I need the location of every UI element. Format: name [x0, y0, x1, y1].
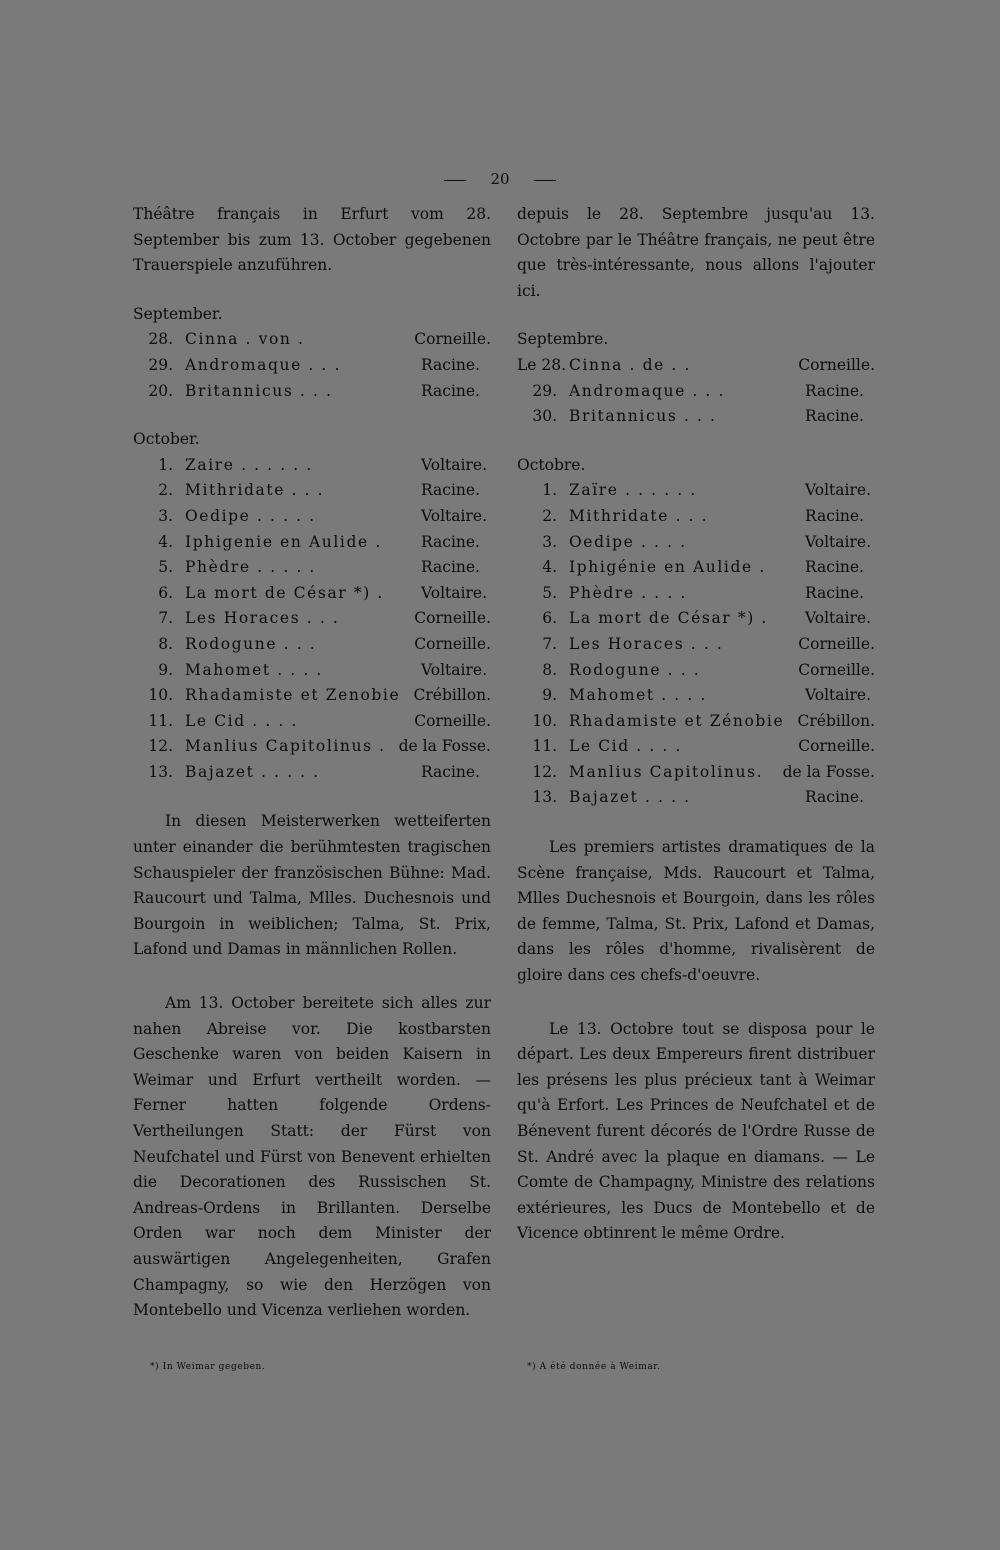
- spacer: [517, 811, 875, 835]
- play-date-text: 2.: [158, 481, 173, 500]
- play-author: Corneille.: [798, 634, 875, 653]
- play-entry: [133, 353, 491, 379]
- dash-left: [444, 180, 466, 181]
- play-date-text: 7.: [542, 634, 557, 653]
- play-entry: [133, 581, 491, 607]
- german-september-heading: September.: [133, 304, 223, 323]
- play-date-text: 20.: [148, 381, 173, 400]
- play-entry: [517, 478, 875, 504]
- play-author: Racine.: [421, 481, 480, 500]
- play-author: Racine.: [421, 558, 480, 577]
- play-author: Voltaire.: [421, 660, 487, 679]
- play-author: Voltaire.: [805, 686, 871, 705]
- play-title: Rodogune . . .: [185, 634, 317, 653]
- play-author: Voltaire.: [805, 481, 871, 500]
- play-title: Le Cid . . . .: [185, 711, 298, 730]
- play-title: Mithridate . . .: [185, 481, 325, 500]
- french-paragraph-actors: Les premiers artistes dramatiques de la Scène française, Mds. Raucourt et Talma, Mlles Duchesnois et Bourgoin, dans les rôles de femme, Talma, St. Prix, Lafond et Damas, dans les rôles d'homme, rivalisèrent de gloire dans ces chefs-d'oeuvre.: [517, 838, 875, 985]
- play-date-text: 9.: [158, 660, 173, 679]
- play-author: Racine.: [805, 788, 864, 807]
- spacer: [133, 785, 491, 809]
- play-date: [133, 353, 185, 379]
- german-october-heading: October.: [133, 430, 200, 449]
- play-entry: [133, 658, 491, 684]
- play-title: Manlius Capitolinus .: [185, 737, 386, 756]
- play-date: [517, 404, 569, 430]
- play-entry: [517, 632, 875, 658]
- play-date: [517, 379, 569, 405]
- page-number: [0, 170, 1000, 188]
- play-author: Voltaire.: [805, 609, 871, 628]
- play-date: [517, 353, 569, 379]
- play-title: Cinna . de . .: [569, 355, 692, 374]
- play-date-text: 8.: [158, 634, 173, 653]
- play-author: Voltaire.: [421, 506, 487, 525]
- play-date: [133, 379, 185, 405]
- play-entry: [517, 379, 875, 405]
- play-title: Phèdre . . . .: [569, 583, 687, 602]
- play-date-text: 5.: [542, 583, 557, 602]
- play-author: Crébillon.: [797, 711, 875, 730]
- play-title: Rhadamiste et Zenobie: [185, 686, 401, 705]
- play-title: Les Horaces . . .: [185, 609, 340, 628]
- play-author: Racine.: [805, 583, 864, 602]
- play-entry: [133, 760, 491, 786]
- german-paragraph-actors: In diesen Meisterwerken wetteiferten unter einander die berühmtesten tragischen Schauspieler der französischen Bühne: Mad. Raucourt und Talma, Mlles. Duchesnois und Bourgoin in weiblichen; Talma, St. Prix, Lafond und Damas in männlichen Rollen.: [133, 812, 491, 959]
- play-date: [517, 658, 569, 684]
- play-title: Britannicus . . .: [185, 381, 333, 400]
- play-author: Corneille.: [414, 330, 491, 349]
- play-entry: [133, 453, 491, 479]
- play-entry: [133, 504, 491, 530]
- play-author: Corneille.: [798, 737, 875, 756]
- play-title: Iphigénie en Aulide .: [569, 558, 766, 577]
- play-date-text: 8.: [542, 660, 557, 679]
- play-date: [133, 504, 185, 530]
- german-september-list: [133, 327, 491, 404]
- play-title: Andromaque . . .: [569, 381, 726, 400]
- play-entry: [517, 404, 875, 430]
- play-entry: [517, 353, 875, 379]
- play-date-text: 2.: [542, 506, 557, 525]
- play-title: Manlius Capitolinus.: [569, 762, 764, 781]
- play-title: Mithridate . . .: [569, 506, 709, 525]
- play-date: [517, 683, 569, 709]
- play-entry: [133, 478, 491, 504]
- play-date: [517, 478, 569, 504]
- play-author: Crébillon.: [413, 686, 491, 705]
- play-entry: [133, 555, 491, 581]
- play-date: [517, 734, 569, 760]
- page-number-text: 20: [490, 170, 510, 188]
- play-date-text: 11.: [148, 711, 173, 730]
- german-october-list: [133, 453, 491, 786]
- play-title: Zaire . . . . . .: [185, 455, 313, 474]
- play-title: Les Horaces . . .: [569, 634, 724, 653]
- play-author: Racine.: [805, 558, 864, 577]
- play-entry: [517, 734, 875, 760]
- german-paragraph-departure: Am 13. October bereitete sich alles zur nahen Abreise vor. Die kostbarsten Geschenke waren von beiden Kaisern in Weimar und Erfurt vertheilt worden. — Ferner hatten folgende Ordens-Vertheilungen Statt: der Fürst von Neufchatel und Fürst von Benevent erhielten die Decorationen des Russischen St. Andreas-Ordens in Brillanten. Derselbe Orden war noch dem Minister der auswärtigen Angelegenheiten, Grafen Champagny, so wie den Herzögen von Montebello und Vicenza verliehen worden.: [133, 994, 491, 1320]
- play-date: [133, 760, 185, 786]
- play-entry: [517, 760, 875, 786]
- play-entry: [133, 379, 491, 405]
- french-footnote: *) A été donnée à Weimar.: [527, 1362, 661, 1372]
- play-author: Corneille.: [798, 660, 875, 679]
- play-date-text: 1.: [158, 455, 173, 474]
- french-september-list: [517, 353, 875, 430]
- play-entry: [517, 555, 875, 581]
- play-entry: [133, 530, 491, 556]
- german-intro: Théâtre français in Erfurt vom 28. September bis zum 13. October gegebenen Trauerspiele anzuführen.: [133, 205, 491, 275]
- play-entry: [517, 606, 875, 632]
- play-author: Racine.: [421, 381, 480, 400]
- play-date: [517, 709, 569, 735]
- play-entry: [517, 581, 875, 607]
- play-date-text: 4.: [158, 532, 173, 551]
- play-date: [517, 530, 569, 556]
- french-intro: depuis le 28. Septembre jusqu'au 13. Octobre par le Théâtre français, ne peut être que très-intéressante, nous allons l'ajouter ici.: [517, 205, 875, 300]
- play-date: [517, 632, 569, 658]
- play-date-text: 6.: [542, 609, 557, 628]
- play-date-text: 30.: [532, 407, 557, 426]
- french-column: [517, 202, 875, 1247]
- play-date: [133, 530, 185, 556]
- play-author: Corneille.: [798, 355, 875, 374]
- play-date: [133, 606, 185, 632]
- play-author: Corneille.: [414, 711, 491, 730]
- play-date: [517, 555, 569, 581]
- play-date-text: Le 28.: [517, 355, 567, 374]
- play-author: Racine.: [421, 532, 480, 551]
- play-date: [133, 327, 185, 353]
- play-entry: [517, 504, 875, 530]
- play-date-text: 12.: [148, 737, 173, 756]
- play-date: [517, 504, 569, 530]
- play-author: Racine.: [421, 762, 480, 781]
- play-title: Cinna . von .: [185, 330, 305, 349]
- play-title: Mahomet . . . .: [185, 660, 323, 679]
- play-entry: [133, 734, 491, 760]
- play-date: [133, 478, 185, 504]
- play-date-text: 4.: [542, 558, 557, 577]
- play-date: [133, 734, 185, 760]
- play-entry: [133, 709, 491, 735]
- play-title: Bajazet . . . .: [569, 788, 691, 807]
- play-author: de la Fosse.: [782, 762, 875, 781]
- play-entry: [517, 683, 875, 709]
- play-date-text: 1.: [542, 481, 557, 500]
- play-title: Phèdre . . . . .: [185, 558, 316, 577]
- play-date-text: 6.: [158, 583, 173, 602]
- play-entry: [133, 606, 491, 632]
- play-date-text: 3.: [158, 506, 173, 525]
- play-author: Voltaire.: [805, 532, 871, 551]
- play-entry: [133, 327, 491, 353]
- play-date: [133, 581, 185, 607]
- play-entry: [133, 683, 491, 709]
- play-date-text: 12.: [532, 762, 557, 781]
- play-title: Le Cid . . . .: [569, 737, 682, 756]
- play-author: Racine.: [805, 381, 864, 400]
- french-paragraph-departure: Le 13. Octobre tout se disposa pour le départ. Les deux Empereurs firent distribuer les présens les plus précieux tant à Weimar qu'à Erfort. Les Princes de Neufchatel et de Bénevent furent décorés de l'Ordre Russe de St. André avec la plaque en diamans. — Le Comte de Champagny, Ministre des relations extérieures, les Ducs de Montebello et de Vicence obtinrent le même Ordre.: [517, 1019, 875, 1243]
- play-title: Rhadamiste et Zénobie: [569, 711, 785, 730]
- play-date-text: 3.: [542, 532, 557, 551]
- german-footnote: *) In Weimar gegeben.: [150, 1362, 266, 1372]
- play-author: Voltaire.: [421, 583, 487, 602]
- play-date-text: 11.: [532, 737, 557, 756]
- german-column: [133, 202, 491, 1324]
- play-date: [133, 632, 185, 658]
- dash-right: [534, 180, 556, 181]
- play-entry: [517, 785, 875, 811]
- play-date-text: 5.: [158, 558, 173, 577]
- play-date: [133, 555, 185, 581]
- play-date-text: 28.: [148, 330, 173, 349]
- play-date: [133, 683, 185, 709]
- spacer: [133, 963, 491, 991]
- play-date-text: 7.: [158, 609, 173, 628]
- play-title: Andromaque . . .: [185, 355, 342, 374]
- play-author: Racine.: [805, 407, 864, 426]
- play-date-text: 29.: [148, 355, 173, 374]
- play-author: Racine.: [805, 506, 864, 525]
- spacer: [517, 989, 875, 1017]
- play-title: Oedipe . . . .: [569, 532, 687, 551]
- play-title: Britannicus . . .: [569, 407, 717, 426]
- play-title: Iphigenie en Aulide .: [185, 532, 382, 551]
- french-september-heading: Septembre.: [517, 330, 609, 349]
- play-entry: [517, 658, 875, 684]
- play-date: [517, 606, 569, 632]
- play-title: Rodogune . . .: [569, 660, 701, 679]
- play-date: [517, 785, 569, 811]
- play-author: Racine.: [421, 355, 480, 374]
- play-title: Bajazet . . . . .: [185, 762, 320, 781]
- french-october-heading: Octobre.: [517, 455, 586, 474]
- play-date: [133, 453, 185, 479]
- play-date-text: 10.: [532, 711, 557, 730]
- play-date: [133, 709, 185, 735]
- play-date: [517, 760, 569, 786]
- play-date: [133, 658, 185, 684]
- play-date-text: 10.: [148, 686, 173, 705]
- play-date-text: 13.: [532, 788, 557, 807]
- french-october-list: [517, 478, 875, 811]
- play-title: La mort de César *) .: [185, 583, 384, 602]
- play-title: La mort de César *) .: [569, 609, 768, 628]
- play-date: [517, 581, 569, 607]
- play-author: de la Fosse.: [398, 737, 491, 756]
- play-title: Zaïre . . . . . .: [569, 481, 697, 500]
- play-entry: [517, 530, 875, 556]
- play-entry: [517, 709, 875, 735]
- play-author: Corneille.: [414, 609, 491, 628]
- play-date-text: 13.: [148, 762, 173, 781]
- play-date-text: 29.: [532, 381, 557, 400]
- play-title: Mahomet . . . .: [569, 686, 707, 705]
- play-entry: [133, 632, 491, 658]
- play-title: Oedipe . . . . .: [185, 506, 316, 525]
- play-author: Voltaire.: [421, 455, 487, 474]
- play-author: Corneille.: [414, 634, 491, 653]
- play-date-text: 9.: [542, 686, 557, 705]
